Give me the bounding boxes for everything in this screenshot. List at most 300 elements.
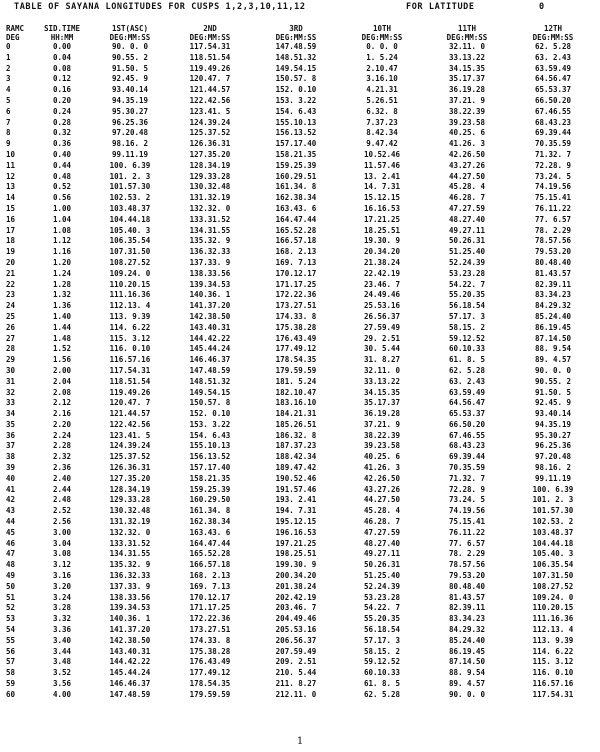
table-row (6, 636, 596, 647)
table-cell: 1.52 (52, 344, 72, 354)
table-cell: 47.27.59 (363, 527, 401, 537)
table-cell: 156.13.52 (275, 128, 317, 138)
table-cell: 132.32. 0 (189, 203, 231, 213)
longitude-table (6, 24, 596, 701)
table-cell: 205.53.16 (275, 625, 317, 635)
table-cell: 41.26. 3 (448, 139, 486, 149)
table-cell: 46 (6, 538, 16, 548)
table-row (6, 463, 596, 474)
table-cell: 120.47. 7 (189, 74, 231, 84)
table-cell: 17 (6, 225, 16, 235)
table-cell: 23.46. 7 (363, 279, 401, 289)
table-cell: 49 (6, 571, 16, 581)
table-cell: 17.21.25 (363, 214, 401, 224)
table-cell: 109.24. 0 (532, 592, 574, 602)
table-cell: 25.53.16 (363, 301, 401, 311)
table-cell: 58 (6, 668, 16, 678)
table-cell: 1 (6, 52, 11, 62)
table-cell: 60.10.33 (448, 344, 486, 354)
table-cell: 47 (6, 549, 16, 559)
table-cell: 94.35.19 (111, 95, 149, 105)
table-cell: 129.33.28 (189, 171, 231, 181)
table-cell: 53.23.28 (363, 592, 401, 602)
table-cell: 127.35.20 (189, 149, 231, 159)
table-cell: 67.46.55 (448, 430, 486, 440)
table-cell: 18 (6, 236, 16, 246)
table-cell: 119.49.26 (189, 63, 231, 73)
table-cell: 0.52 (52, 182, 72, 192)
table-cell: 106.35.54 (532, 560, 574, 570)
table-row (6, 690, 596, 701)
table-cell: 125.37.52 (189, 128, 231, 138)
table-cell: 107.31.50 (109, 247, 151, 257)
table-cell: 8 (6, 128, 11, 138)
table-cell: 90. 0. 0 (111, 42, 149, 51)
table-row (6, 474, 596, 485)
table-cell: 75.15.41 (448, 517, 486, 527)
table-cell: 54.22. 7 (448, 279, 486, 289)
table-cell: 79.53.20 (534, 247, 572, 257)
table-cell: 0.44 (52, 160, 72, 170)
table-row (6, 118, 596, 129)
table-row (6, 258, 596, 269)
table-cell: 78.57.56 (534, 236, 572, 246)
table-cell: 73.24. 5 (448, 495, 486, 505)
table-cell: 39.23.58 (363, 441, 401, 451)
table-cell: 34.15.35 (363, 387, 401, 397)
table-cell: 201.38.24 (275, 581, 317, 591)
table-cell: 1.20 (52, 257, 72, 267)
table-cell: 130.32.48 (189, 182, 231, 192)
table-cell: 123.41. 5 (109, 430, 151, 440)
table-cell: 35.17.37 (448, 74, 486, 84)
table-cell: 115. 3.12 (532, 657, 574, 667)
table-cell: 1.00 (52, 203, 72, 213)
table-cell: 19 (6, 247, 16, 257)
table-cell: 59 (6, 679, 16, 689)
table-cell: 56.18.54 (448, 301, 486, 311)
table-cell: 48.27.40 (448, 214, 486, 224)
table-cell: 20 (6, 257, 16, 267)
table-cell: 0.28 (52, 117, 72, 127)
table-cell: 116.57.16 (532, 679, 574, 689)
table-cell: 48.27.40 (363, 538, 401, 548)
table-cell: 1.24 (52, 268, 72, 278)
table-cell: 37.21. 9 (363, 419, 401, 429)
table-cell: 99.11.19 (534, 473, 572, 483)
table-row (6, 53, 596, 64)
table-cell: 63. 2.43 (448, 376, 486, 386)
table-cell: 9.47.42 (366, 139, 398, 149)
table-cell: 1.28 (52, 279, 72, 289)
table-row (6, 593, 596, 604)
table-cell: 64.56.47 (534, 74, 572, 84)
table-cell: 65.53.37 (534, 85, 572, 95)
table-cell: 21 (6, 268, 16, 278)
subheader-row (6, 33, 596, 42)
table-cell: 50.26.31 (448, 236, 486, 246)
table-cell: 84.29.32 (534, 301, 572, 311)
table-cell: 4 (6, 85, 11, 95)
table-row (6, 452, 596, 463)
table-cell: 62. 5.28 (534, 42, 572, 51)
table-cell: 101.57.30 (109, 182, 151, 192)
table-cell: 26 (6, 322, 16, 332)
table-cell: 31 (6, 376, 16, 386)
table-cell: 137.33. 9 (109, 581, 151, 591)
table-cell: 65.53.37 (448, 409, 486, 419)
col-header: 11TH (457, 24, 477, 33)
col-subheader: DEG:MM:SS (446, 33, 488, 42)
table-cell: 184.21.31 (275, 409, 317, 419)
table-cell: 72.28. 9 (534, 160, 572, 170)
table-cell: 35 (6, 419, 16, 429)
table-cell: 119.49.26 (109, 387, 151, 397)
table-cell: 3.12 (52, 560, 72, 570)
table-cell: 2.44 (52, 484, 72, 494)
table-row (6, 64, 596, 75)
table-row (6, 182, 596, 193)
table-cell: 88. 9.54 (534, 344, 572, 354)
table-cell: 80.48.40 (534, 257, 572, 267)
table-cell: 0 (6, 42, 11, 51)
table-cell: 146.46.37 (109, 679, 151, 689)
table-cell: 186.32. 8 (275, 430, 317, 440)
table-cell: 25 (6, 311, 16, 321)
table-row (6, 603, 596, 614)
table-cell: 2.52 (52, 506, 72, 516)
table-cell: 155.10.13 (275, 117, 317, 127)
table-cell: 126.36.31 (189, 139, 231, 149)
table-cell: 39.23.58 (448, 117, 486, 127)
table-cell: 172.22.36 (189, 614, 231, 624)
table-row (6, 193, 596, 204)
col-header: 2ND (203, 24, 217, 33)
table-cell: 131.32.19 (109, 517, 151, 527)
table-cell: 110.20.15 (109, 279, 151, 289)
page-number: 1 (296, 736, 304, 747)
table-cell: 44 (6, 517, 16, 527)
header-row (6, 24, 596, 33)
table-cell: 67.46.55 (534, 106, 572, 116)
table-cell: 80.48.40 (448, 581, 486, 591)
table-cell: 153. 3.22 (275, 95, 317, 105)
table-cell: 122.42.56 (189, 95, 231, 105)
table-cell: 58.15. 2 (448, 322, 486, 332)
table-cell: 46.28. 7 (448, 193, 486, 203)
table-row (6, 409, 596, 420)
table-cell: 72.28. 9 (448, 484, 486, 494)
table-cell: 24.49.46 (363, 290, 401, 300)
table-cell: 68.43.23 (534, 117, 572, 127)
table-cell: 114. 6.22 (532, 646, 574, 656)
table-cell: 3.16 (52, 571, 72, 581)
col-subheader: DEG:MM:SS (189, 33, 231, 42)
table-cell: 144.42.22 (189, 333, 231, 343)
table-cell: 126.36.31 (109, 463, 151, 473)
table-cell: 93.40.14 (111, 85, 149, 95)
table-cell: 3.40 (52, 635, 72, 645)
table-cell: 127.35.20 (109, 473, 151, 483)
table-cell: 0.08 (52, 63, 72, 73)
table-cell: 49.27.11 (448, 225, 486, 235)
table-cell: 121.44.57 (109, 409, 151, 419)
table-row (6, 301, 596, 312)
table-cell: 101.57.30 (532, 506, 574, 516)
table-cell: 176.43.49 (275, 333, 317, 343)
table-cell: 58.15. 2 (363, 646, 401, 656)
table-cell: 147.48.59 (189, 365, 231, 375)
table-row (6, 280, 596, 291)
table-cell: 66.50.20 (448, 419, 486, 429)
table-cell: 178.54.35 (189, 679, 231, 689)
table-cell: 57.17. 3 (448, 311, 486, 321)
table-cell: 120.47. 7 (109, 398, 151, 408)
col-subheader: DEG:MM:SS (361, 33, 403, 42)
table-row (6, 172, 596, 183)
table-cell: 110.20.15 (532, 603, 574, 613)
table-row (6, 236, 596, 247)
table-cell: 2.32 (52, 452, 72, 462)
table-cell: 160.29.51 (275, 171, 317, 181)
table-cell: 101. 2. 3 (532, 495, 574, 505)
table-cell: 164.47.44 (275, 214, 317, 224)
table-cell: 7.37.23 (366, 117, 398, 127)
table-cell: 2.24 (52, 430, 72, 440)
table-cell: 78. 2.29 (448, 549, 486, 559)
table-cell: 140.36. 1 (189, 290, 231, 300)
table-cell: 7 (6, 117, 11, 127)
table-cell: 69.39.44 (448, 452, 486, 462)
table-cell: 177.49.12 (275, 344, 317, 354)
table-row (6, 560, 596, 571)
table-row (6, 539, 596, 550)
table-cell: 207.59.49 (275, 646, 317, 656)
table-cell: 51.25.40 (448, 247, 486, 257)
table-cell: 155.10.13 (189, 441, 231, 451)
table-cell: 90. 0. 0 (534, 365, 572, 375)
table-cell: 0.20 (52, 95, 72, 105)
table-cell: 133.31.52 (189, 214, 231, 224)
table-row (6, 377, 596, 388)
table-cell: 13. 2.41 (363, 171, 401, 181)
col-subheader: HH:MM (50, 33, 74, 42)
table-cell: 137.33. 9 (189, 257, 231, 267)
table-cell: 76.11.22 (448, 527, 486, 537)
table-cell: 16 (6, 214, 16, 224)
table-cell: 182.10.47 (275, 387, 317, 397)
table-row (6, 290, 596, 301)
table-cell: 33.13.22 (363, 376, 401, 386)
table-cell: 209. 2.51 (275, 657, 317, 667)
table-cell: 19.30. 9 (363, 236, 401, 246)
table-cell: 178.54.35 (275, 355, 317, 365)
table-cell: 188.42.34 (275, 452, 317, 462)
table-row (6, 226, 596, 237)
table-cell: 161.34. 8 (189, 506, 231, 516)
table-cell: 63.59.49 (448, 387, 486, 397)
table-cell: 147.48.59 (275, 42, 317, 51)
table-cell: 42.26.50 (363, 473, 401, 483)
table-row (6, 107, 596, 118)
table-cell: 63. 2.43 (534, 52, 572, 62)
table-row (6, 420, 596, 431)
table-cell: 210. 5.44 (275, 668, 317, 678)
table-row (6, 344, 596, 355)
table-cell: 71.32. 7 (534, 149, 572, 159)
table-cell: 163.43. 6 (189, 527, 231, 537)
table-cell: 134.31.55 (189, 225, 231, 235)
table-cell: 116.57.16 (109, 355, 151, 365)
table-cell: 89. 4.57 (448, 679, 486, 689)
table-cell: 106.35.54 (109, 236, 151, 246)
table-row (6, 388, 596, 399)
table-cell: 1.36 (52, 301, 72, 311)
table-cell: 141.37.20 (189, 301, 231, 311)
table-cell: 38.22.39 (363, 430, 401, 440)
table-cell: 148.51.32 (189, 376, 231, 386)
table-cell: 117.54.31 (532, 689, 574, 699)
table-cell: 30. 5.44 (363, 344, 401, 354)
table-cell: 63.59.49 (534, 63, 572, 73)
table-cell: 52 (6, 603, 16, 613)
table-cell: 3.00 (52, 527, 72, 537)
table-cell: 145.44.24 (109, 668, 151, 678)
table-cell: 211. 8.27 (275, 679, 317, 689)
table-cell: 60.10.33 (363, 668, 401, 678)
table-row (6, 528, 596, 539)
table-cell: 14 (6, 193, 16, 203)
table-cell: 118.51.54 (189, 52, 231, 62)
table-cell: 197.21.25 (275, 538, 317, 548)
table-row (6, 506, 596, 517)
table-cell: 139.34.53 (189, 279, 231, 289)
table-cell: 11.57.46 (363, 160, 401, 170)
table-cell: 83.34.23 (448, 614, 486, 624)
table-cell: 125.37.52 (109, 452, 151, 462)
table-row (6, 625, 596, 636)
table-cell: 3.56 (52, 679, 72, 689)
table-cell: 74.19.56 (534, 182, 572, 192)
table-cell: 76.11.22 (534, 203, 572, 213)
table-cell: 23 (6, 290, 16, 300)
table-cell: 52.24.39 (448, 257, 486, 267)
table-cell: 55.20.35 (448, 290, 486, 300)
table-cell: 2 (6, 63, 11, 73)
table-cell: 0.00 (52, 42, 72, 51)
table-cell: 206.56.37 (275, 635, 317, 645)
table-cell: 73.24. 5 (534, 171, 572, 181)
table-cell: 70.35.59 (534, 139, 572, 149)
table-cell: 97.20.48 (534, 452, 572, 462)
table-row (6, 485, 596, 496)
table-cell: 189.47.42 (275, 463, 317, 473)
table-cell: 1.44 (52, 322, 72, 332)
table-cell: 3.28 (52, 603, 72, 613)
table-cell: 3 (6, 74, 11, 84)
table-cell: 79.53.20 (448, 571, 486, 581)
table-cell: 128.34.19 (109, 484, 151, 494)
table-cell: 9 (6, 139, 11, 149)
table-cell: 171.17.25 (275, 279, 317, 289)
table-row (6, 366, 596, 377)
table-cell: 54 (6, 625, 16, 635)
table-cell: 51.25.40 (363, 571, 401, 581)
table-cell: 169. 7.13 (275, 257, 317, 267)
col-subheader: DEG:MM:SS (109, 33, 151, 42)
table-cell: 61. 8. 5 (363, 679, 401, 689)
table-row (6, 74, 596, 85)
table-cell: 173.27.51 (275, 301, 317, 311)
table-cell: 146.46.37 (189, 355, 231, 365)
table-cell: 2.20 (52, 419, 72, 429)
table-row (6, 657, 596, 668)
table-cell: 0.56 (52, 193, 72, 203)
table-cell: 3.32 (52, 614, 72, 624)
table-cell: 97.20.48 (111, 128, 149, 138)
table-cell: 88. 9.54 (448, 668, 486, 678)
table-cell: 141.37.20 (109, 625, 151, 635)
table-cell: 158.21.35 (189, 473, 231, 483)
table-row (6, 355, 596, 366)
table-cell: 33 (6, 398, 16, 408)
table-cell: 61. 8. 5 (448, 355, 486, 365)
table-cell: 135.32. 9 (109, 560, 151, 570)
table-cell: 85.24.40 (448, 635, 486, 645)
table-cell: 2.28 (52, 441, 72, 451)
table-cell: 36.19.28 (448, 85, 486, 95)
table-row (6, 614, 596, 625)
table-cell: 0.40 (52, 149, 72, 159)
table-cell: 170.12.17 (189, 592, 231, 602)
table-cell: 3.08 (52, 549, 72, 559)
table-cell: 123.41. 5 (189, 106, 231, 116)
table-cell: 32.11. 0 (448, 42, 486, 51)
table-cell: 87.14.50 (534, 333, 572, 343)
table-cell: 49.27.11 (363, 549, 401, 559)
table-cell: 5 (6, 95, 11, 105)
table-cell: 174.33. 8 (275, 311, 317, 321)
table-row (6, 128, 596, 139)
table-cell: 159.25.39 (275, 160, 317, 170)
table-cell: 109.24. 0 (109, 268, 151, 278)
table-cell: 32 (6, 387, 16, 397)
table-cell: 4.00 (52, 689, 72, 699)
table-cell: 94.35.19 (534, 419, 572, 429)
table-row (6, 398, 596, 409)
col-header: 1ST(ASC) (111, 24, 149, 33)
table-cell: 20.34.20 (363, 247, 401, 257)
table-cell: 147.48.59 (109, 689, 151, 699)
table-cell: 179.59.59 (275, 365, 317, 375)
table-cell: 40.25. 6 (448, 128, 486, 138)
table-cell: 100. 6.39 (109, 160, 151, 170)
table-cell: 159.25.39 (189, 484, 231, 494)
table-cell: 48 (6, 560, 16, 570)
table-cell: 41.26. 3 (363, 463, 401, 473)
table-cell: 157.17.40 (275, 139, 317, 149)
table-cell: 130.32.48 (109, 506, 151, 516)
table-cell: 116. 0.10 (109, 344, 151, 354)
table-cell: 3.48 (52, 657, 72, 667)
table-body (6, 42, 596, 701)
table-cell: 40.25. 6 (363, 452, 401, 462)
table-cell: 55 (6, 635, 16, 645)
table-title (14, 2, 594, 14)
table-cell: 116. 0.10 (532, 668, 574, 678)
table-cell: 34.15.35 (448, 63, 486, 73)
table-row (6, 431, 596, 442)
